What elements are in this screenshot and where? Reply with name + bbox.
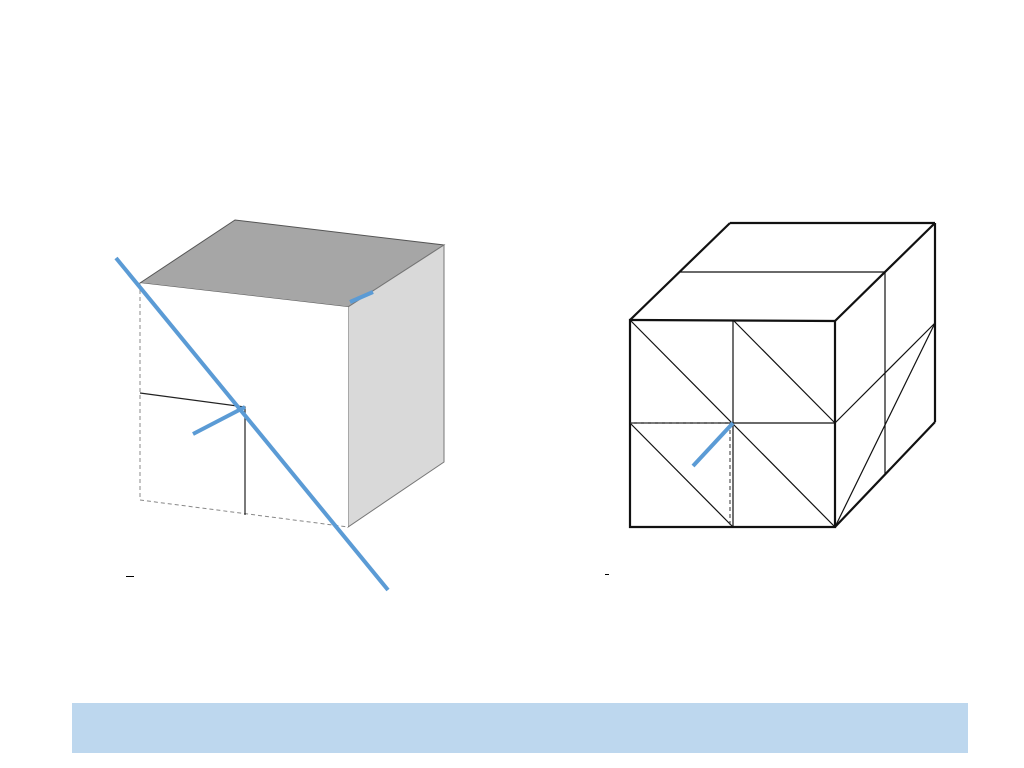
fraction-4-m-right (605, 574, 609, 575)
right-cube-figure (630, 223, 935, 527)
left-cube-front-face (140, 283, 348, 527)
crystal-class-caption (126, 567, 134, 584)
left-cube-figure (116, 220, 444, 590)
alpha-axis-line-right (693, 423, 733, 466)
recommendation-callout (72, 703, 968, 753)
fraction-2-m (130, 576, 134, 577)
symmetry-reduction-caption (605, 562, 609, 586)
bullet-space-groups (72, 627, 972, 687)
